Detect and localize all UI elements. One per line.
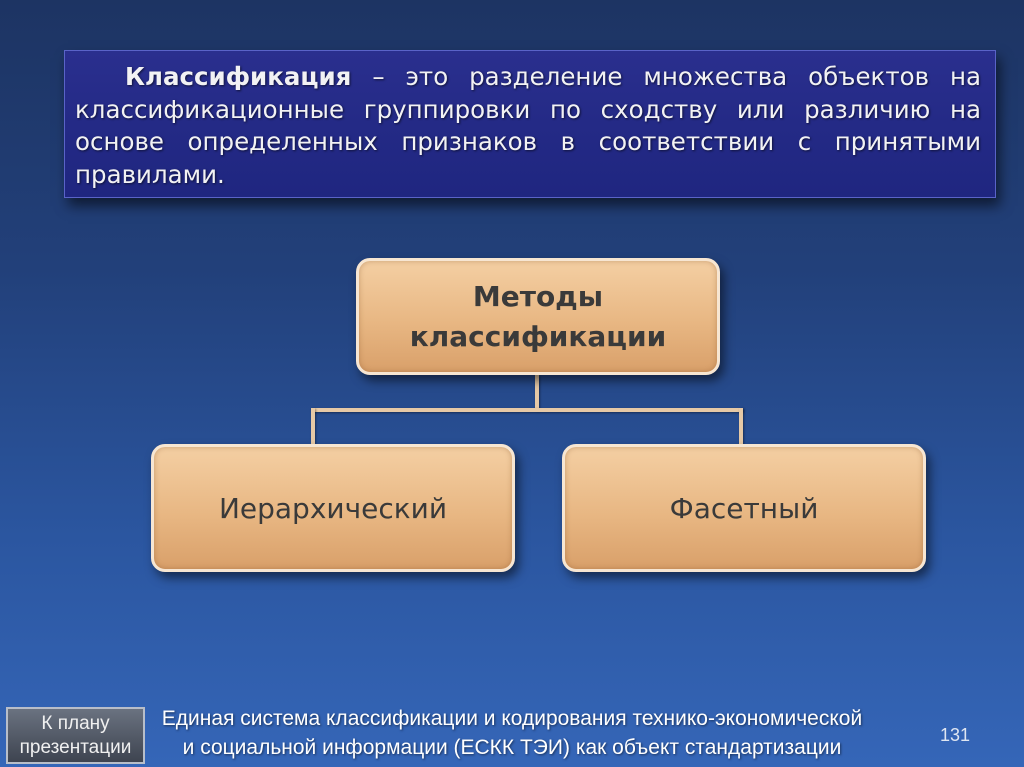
back-to-plan-line2: презентации [19, 737, 132, 758]
node-root-line1: Методы [472, 279, 604, 313]
definition-text [75, 61, 981, 191]
connector-left-drop [311, 408, 315, 445]
footer-title-line1: Единая система классификации и кодирования технико-экономической [161, 707, 863, 730]
page-number: 131 [940, 725, 971, 745]
node-hierarchical-label: Иерархический [218, 491, 448, 525]
back-to-plan-button[interactable] [6, 707, 145, 764]
footer-title-line2: и социальной информации (ЕСКК ТЭИ) как объект стандартизации [182, 736, 842, 759]
connector-root-stem [535, 375, 539, 410]
back-to-plan-line1: К плану [41, 713, 110, 734]
connector-right-drop [739, 408, 743, 445]
node-classification-methods [356, 258, 720, 375]
node-faceted [562, 444, 926, 572]
definition-term: Классификация [125, 62, 352, 91]
node-faceted-label: Фасетный [669, 491, 819, 525]
node-hierarchical [151, 444, 515, 572]
definition-box [64, 50, 996, 198]
connector-horizontal [311, 408, 743, 412]
definition-body: – это разделение множества объектов на классификационные группировки по сходству или различию на основе определенных признаков в соответствии с принятыми правилами. [75, 62, 981, 189]
node-root-line2: классификации [409, 319, 667, 353]
footer-title [152, 704, 872, 762]
